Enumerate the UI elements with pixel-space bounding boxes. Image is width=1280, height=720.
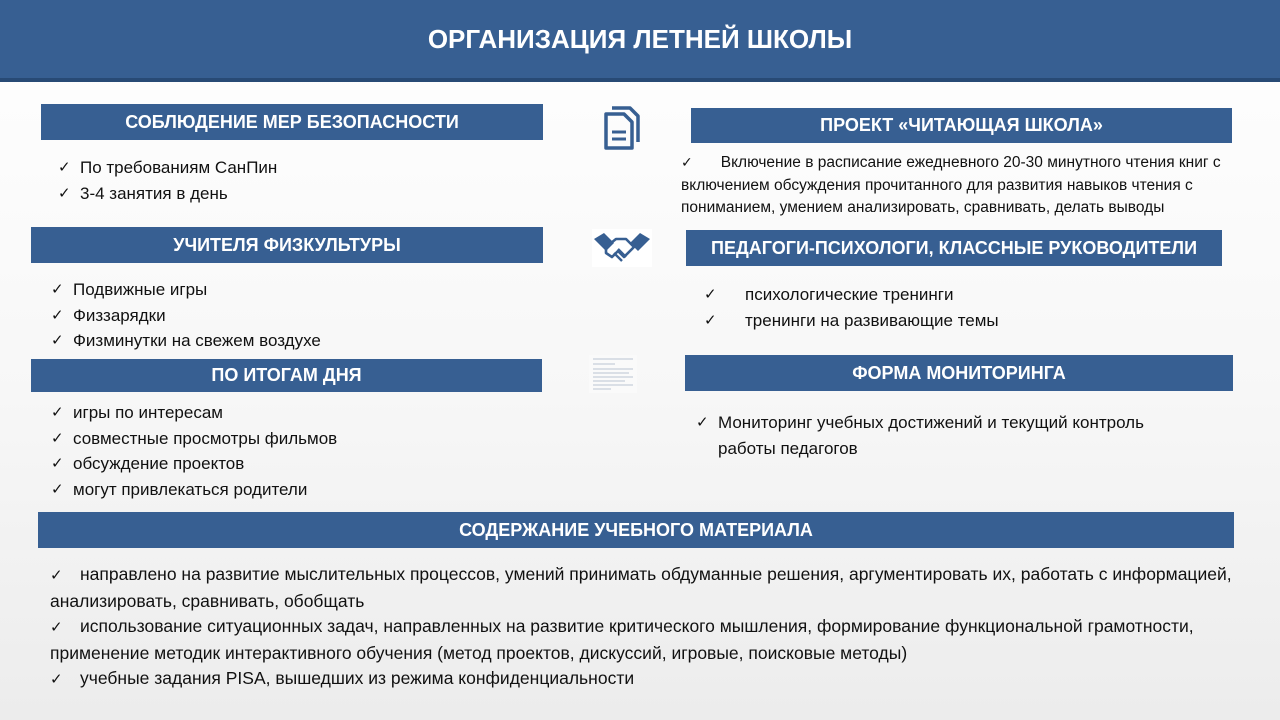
list-item: ✓ обсуждение проектов (41, 451, 337, 477)
list-item: ✓ 3-4 занятия в день (48, 181, 277, 207)
list-item: ✓ могут привлекаться родители (41, 477, 337, 503)
page-title: ОРГАНИЗАЦИЯ ЛЕТНЕЙ ШКОЛЫ (427, 23, 853, 54)
content-header: СОДЕРЖАНИЕ УЧЕБНОГО МАТЕРИАЛА (38, 512, 1234, 548)
reading-header: ПРОЕКТ «ЧИТАЮЩАЯ ШКОЛА» (691, 108, 1232, 143)
day-header: ПО ИТОГАМ ДНЯ (31, 359, 542, 392)
title-bar (0, 0, 1280, 82)
check-icon: ✓ (51, 480, 64, 498)
safety-list (48, 155, 277, 206)
check-icon: ✓ (51, 306, 64, 324)
pe-header: УЧИТЕЛЯ ФИЗКУЛЬТУРЫ (31, 227, 543, 263)
list-item: ✓ Мониторинг учебных достижений и текущий контроль (686, 410, 1144, 436)
list-item: ✓ Физзарядки (41, 303, 321, 329)
check-icon: ✓ (50, 567, 63, 584)
list-item: работы педагогов (718, 438, 858, 458)
check-icon: ✓ (51, 429, 64, 447)
reading-text: ✓ Включение в расписание ежедневного 20-30 минутного чтения книг с включением обсуждения прочитанного для развития навыков чтения с пониманием, умением анализировать, сравнивать, делать выводы (681, 154, 1221, 216)
form-thumbnail-icon (589, 355, 637, 393)
psych-list (694, 282, 999, 333)
list-item: ✓ игры по интересам (41, 400, 337, 426)
check-icon: ✓ (704, 286, 717, 303)
day-list (41, 400, 337, 502)
document-icon (598, 104, 646, 152)
list-item: ✓ психологические тренинги (694, 282, 999, 308)
check-icon: ✓ (681, 154, 693, 170)
check-icon: ✓ (50, 619, 63, 636)
check-icon: ✓ (51, 332, 64, 349)
check-icon: ✓ (51, 404, 64, 421)
pe-list (41, 277, 321, 354)
monitoring-text (686, 410, 1144, 461)
list-item: ✓ Подвижные игры (41, 277, 321, 303)
list-item: ✓ тренинги на развивающие темы (694, 308, 999, 334)
check-icon: ✓ (51, 455, 64, 472)
check-icon: ✓ (50, 671, 63, 688)
handshake-icon (592, 229, 652, 267)
check-icon: ✓ (704, 311, 717, 329)
list-item: ✓ Физминутки на свежем воздухе (41, 328, 321, 354)
list-item: ✓ По требованиям СанПин (48, 155, 277, 181)
check-icon: ✓ (696, 414, 709, 431)
content-text: ✓ направлено на развитие мыслительных процессов, умений принимать обдуманные решения, аргументировать их, работать с информацией, анализировать, сравнивать, обобщать ✓ использование ситуационных задач, направленных на развитие критического мышления, формирование функциональной грамотности, применение методик интерактивного обучения (метод проектов, дискуссий, игровые, поисковые методы) ✓ учебные задания PISA, вышедших из режима конфиденциальности (50, 562, 1260, 693)
psych-header: ПЕДАГОГИ-ПСИХОЛОГИ, КЛАССНЫЕ РУКОВОДИТЕЛИ (686, 230, 1222, 266)
safety-header: СОБЛЮДЕНИЕ МЕР БЕЗОПАСНОСТИ (41, 104, 543, 140)
check-icon: ✓ (58, 159, 71, 176)
list-item: ✓ совместные просмотры фильмов (41, 426, 337, 452)
check-icon: ✓ (51, 281, 64, 298)
check-icon: ✓ (58, 184, 71, 202)
monitoring-header: ФОРМА МОНИТОРИНГА (685, 355, 1233, 391)
